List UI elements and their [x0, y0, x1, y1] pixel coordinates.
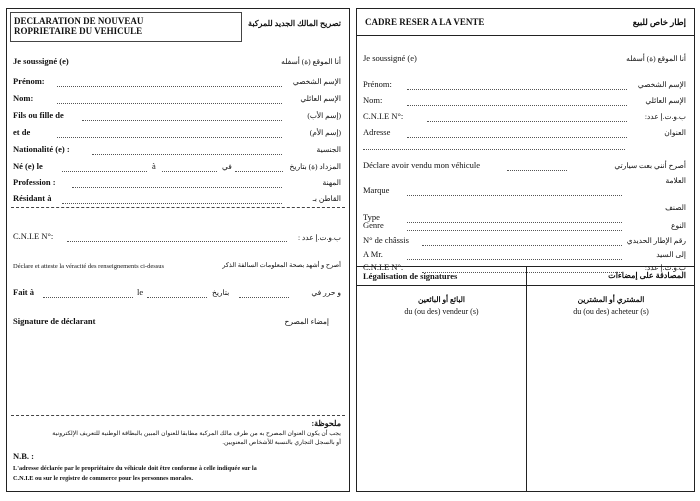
nb-line2: C.N.I.E ou sur le registre de commerce pour les personnes morales.: [13, 475, 193, 482]
left-field-input-7[interactable]: [72, 187, 282, 188]
left-field-label-2: Nom:: [13, 93, 34, 103]
left-field-input-6-c[interactable]: [235, 171, 283, 172]
veh-ar-4: النوع: [671, 221, 686, 230]
left-field-input-1[interactable]: [57, 86, 282, 87]
left-field-label-1: Prénom:: [13, 76, 45, 86]
left-field-label-7: Profession :: [13, 177, 56, 187]
left-field-input-8[interactable]: [62, 203, 282, 204]
left-field-ar-5: الجنسية: [316, 145, 341, 154]
buyer-fr: du (ou des) acheteur (s): [573, 307, 649, 316]
left-declare-ar: أصرح و أشهد بصحة المعلومات السالفة الذكر: [222, 262, 341, 269]
left-field-label-4: et de: [13, 127, 31, 137]
left-fait-label: Fait à: [13, 287, 35, 297]
left-fait-ar1: بتاريخ: [212, 288, 230, 297]
new-owner-declaration-panel: [6, 8, 350, 492]
left-divider: [11, 207, 345, 208]
left-fait-ar-field[interactable]: [239, 297, 289, 298]
right-sold-fr: Déclare avoir vendu mon véhicule: [363, 160, 481, 170]
left-field-ar-1: الإسم الشخصي: [292, 77, 341, 86]
legal-ar: المصادقة على إمضاءات: [608, 271, 686, 280]
right-field-ar-0: أنا الموقع (ة) أسفله: [626, 54, 686, 63]
left-field-ar-7: المهنة: [322, 178, 341, 187]
right-field-label-2: Nom:: [363, 95, 383, 105]
left-declare-fr: Déclare et atteste la véracité des renseignements ci-dessus: [13, 263, 165, 270]
left-field-input-5[interactable]: [92, 154, 282, 155]
left-field-label-6: Né (e) le: [13, 161, 43, 171]
left-field-ar-4: (إسم الأم): [309, 128, 341, 137]
right-title-rule: [357, 35, 694, 36]
veh-ar-0: العلامة: [665, 176, 686, 185]
veh-ar-5: رقم الإطار الحديدي: [626, 236, 686, 245]
veh-label-3: Type: [363, 212, 380, 222]
right-field-input-3[interactable]: [427, 121, 627, 122]
right-title-fr: CADRE RESER A LA VENTE: [365, 17, 485, 27]
veh-ar-6: إلى السيد: [656, 250, 686, 259]
left-field-label-5: Nationalité (e) :: [13, 144, 70, 154]
buyer-ar: المشتري أو المشترين: [577, 295, 645, 304]
sale-frame-panel: [356, 8, 695, 492]
left-fait-le: le: [137, 287, 144, 297]
left-field-ar-2: الإسم العائلي: [300, 94, 341, 103]
veh-label-6: A Mr.: [363, 249, 383, 259]
left-title-ar: تصريح المالك الجديد للمركبة: [248, 19, 341, 28]
veh-input-3[interactable]: [407, 222, 622, 223]
left-field-input-6-a[interactable]: [62, 171, 147, 172]
left-field-input-6-b[interactable]: [162, 171, 217, 172]
right-field-input-2[interactable]: [407, 105, 627, 106]
left-fait-date-field[interactable]: [147, 297, 207, 298]
left-cnie-field[interactable]: [67, 241, 287, 242]
right-field-label-3: C.N.I.E N°:: [363, 111, 404, 121]
right-title-ar: إطار خاص للبيع: [632, 17, 686, 27]
right-field-ar-1: الإسم الشخصي: [637, 80, 686, 89]
veh-label-7: C.N.I.E N°:: [363, 262, 404, 272]
right-field-label-0: Je soussigné (e): [363, 53, 417, 63]
left-field-input-4[interactable]: [57, 137, 282, 138]
left-field-mid2-6: في: [222, 162, 232, 171]
left-field-ar-8: القاطن بـ: [312, 194, 341, 203]
left-field-ar-3: (إسم الأب): [307, 111, 341, 120]
left-title-fr-1: DECLARATION DE NOUVEAU: [14, 16, 144, 26]
seller-ar: البائع أو البائعين: [417, 295, 466, 304]
right-field-input-4[interactable]: [407, 137, 627, 138]
right-field-ar-2: الإسم العائلي: [645, 96, 686, 105]
left-field-label-0: Je soussigné (e): [13, 56, 69, 66]
left-note-divider: [11, 415, 345, 416]
note-ar-line1: يجب أن يكون العنوان المصرح به من طرف مالك المركبة مطابقا للعنوان المبين بالبطاقة الوطنية للتعريف الإلكترونية: [52, 430, 341, 437]
veh-label-4: Genre: [363, 220, 384, 230]
right-sold-field[interactable]: [507, 170, 567, 171]
nb-line1: L'adresse déclarée par le propriétaire du véhicule doit être conforme à celle indiquée sur la: [13, 465, 257, 472]
veh-input-6[interactable]: [407, 259, 622, 260]
left-title-fr-2: ROPRIETAIRE DU VEHICULE: [14, 26, 143, 36]
veh-input-1[interactable]: [407, 195, 622, 196]
left-signature-ar: إمضاء المصرح: [284, 317, 329, 326]
veh-label-1: Marque: [363, 185, 390, 195]
veh-ar-2: الصنف: [665, 203, 686, 212]
right-field-ar-4: العنوان: [664, 128, 686, 137]
left-cnie-label: C.N.I.E N°:: [13, 231, 54, 241]
veh-input-4[interactable]: [407, 230, 622, 231]
left-field-input-3[interactable]: [82, 120, 282, 121]
left-fait-ar2: و حرر في: [311, 288, 341, 297]
seller-fr: du (ou des) vendeur (s): [404, 307, 479, 316]
right-field-ar-3: ب.و.ت.إ عدد:: [644, 112, 686, 121]
right-address-line-2[interactable]: [363, 149, 625, 150]
left-fait-place-field[interactable]: [43, 297, 133, 298]
veh-ar-7: ب.و.ت.إ عدد:: [644, 263, 686, 272]
left-signature-label: Signature de déclarant: [13, 316, 96, 326]
veh-label-5: N° de châssis: [363, 235, 409, 245]
left-cnie-ar: ب.و.ت.إ عدد :: [297, 233, 341, 242]
left-field-ar-0: أنا الموقع (ة) أسفله: [281, 57, 341, 66]
note-ar-title: ملحوظة:: [311, 419, 341, 428]
nb-title: N.B. :: [13, 451, 35, 461]
legal-fr: Légalisation de signatures: [363, 271, 458, 281]
note-ar-line2: أو بالسجل التجاري بالنسبة للأشخاص المعنويين.: [222, 439, 341, 446]
left-field-input-2[interactable]: [57, 103, 282, 104]
right-sold-ar: أصرح أنني بعت سيارتي: [614, 161, 686, 170]
left-field-mid1-6: à: [152, 161, 156, 171]
right-field-label-1: Prénom:: [363, 79, 392, 89]
left-field-ar-6: المزداد (ة) بتاريخ: [289, 162, 341, 171]
right-field-label-4: Adresse: [363, 127, 391, 137]
right-field-input-1[interactable]: [407, 89, 627, 90]
veh-input-5[interactable]: [422, 245, 622, 246]
left-field-label-8: Résidant à: [13, 193, 52, 203]
left-field-label-3: Fils ou fille de: [13, 110, 64, 120]
